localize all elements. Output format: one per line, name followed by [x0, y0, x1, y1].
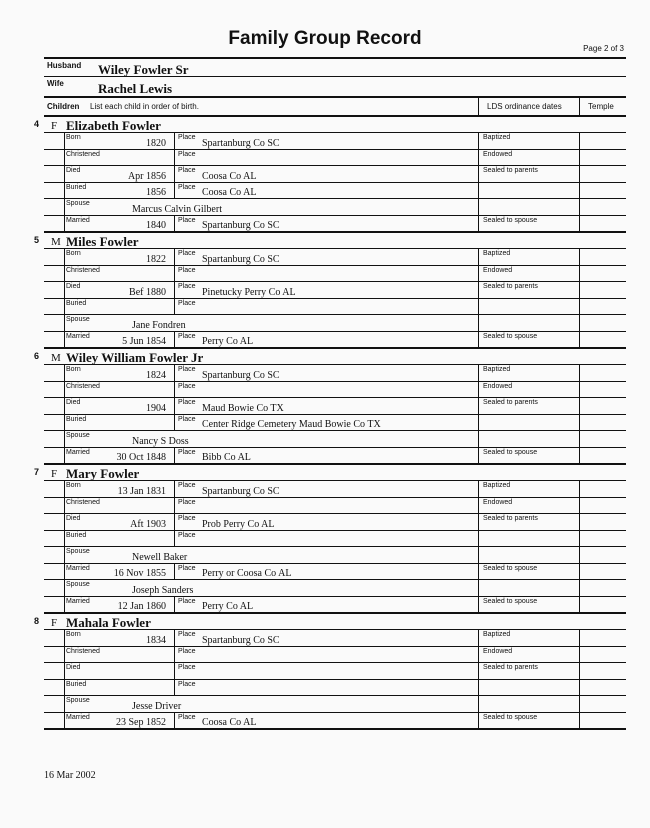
event-date: 30 Oct 1848	[116, 452, 166, 463]
child-name-row	[44, 465, 626, 481]
spouse-name: Joseph Sanders	[132, 584, 194, 596]
event-label: Spouse	[66, 432, 90, 439]
place-label: Place	[178, 134, 196, 141]
event-label: Spouse	[66, 316, 90, 323]
ordinance-label: Baptized	[483, 250, 511, 257]
event-date: 16 Nov 1855	[113, 568, 166, 579]
ordinance-label: Sealed to parents	[483, 167, 538, 174]
wife-name: Rachel Lewis	[98, 81, 173, 96]
child-gender: F	[51, 617, 58, 629]
event-row	[44, 431, 626, 448]
place-label: Place	[178, 631, 196, 638]
event-row	[44, 382, 626, 399]
wife-label: Wife	[47, 79, 64, 88]
event-row	[44, 282, 626, 299]
child-number: 8	[34, 616, 40, 626]
ordinance-label: Endowed	[483, 382, 513, 390]
place-label: Place	[178, 216, 196, 224]
event-label: Christened	[66, 498, 100, 506]
event-row	[44, 713, 626, 729]
ordinance-label: Sealed to spouse	[483, 713, 538, 721]
child-name-row	[44, 614, 626, 630]
event-date: 13 Jan 1831	[117, 485, 166, 497]
event-label: Buried	[66, 531, 87, 539]
event-place: Perry Co AL	[202, 336, 254, 347]
event-date: 12 Jan 1860	[117, 601, 166, 612]
event-place: Perry Co AL	[202, 601, 254, 612]
place-label: Place	[178, 564, 196, 572]
child-name: Wiley William Fowler Jr	[66, 350, 204, 365]
child-number: 5	[34, 235, 40, 245]
event-label: Died	[66, 515, 81, 522]
event-row	[44, 547, 626, 564]
event-row	[44, 183, 626, 200]
event-label: Married	[66, 448, 90, 456]
event-date: 1820	[146, 137, 166, 149]
event-label: Born	[66, 250, 81, 257]
event-place: Spartanburg Co SC	[202, 137, 280, 149]
wife-row	[44, 77, 626, 98]
event-label: Born	[66, 631, 81, 638]
event-date: 1904	[146, 402, 166, 414]
event-place: Bibb Co AL	[202, 452, 251, 463]
spouse-name: Jane Fondren	[132, 319, 186, 331]
child-gender: F	[51, 468, 58, 480]
event-place: Coosa Co AL	[202, 717, 257, 728]
place-label: Place	[178, 597, 196, 605]
event-date: 1856	[146, 187, 166, 198]
page-number: Page 2 of 3	[583, 44, 624, 53]
children-list	[34, 117, 626, 730]
event-label: Christened	[66, 382, 100, 390]
ordinance-label: Baptized	[483, 134, 511, 141]
ordinance-label: Endowed	[483, 266, 513, 274]
ordinance-label: Sealed to parents	[483, 283, 538, 290]
event-date: Aft 1903	[130, 518, 166, 530]
place-label: Place	[178, 167, 196, 174]
event-label: Born	[66, 134, 81, 141]
child-record	[34, 614, 626, 730]
event-date: 1822	[146, 253, 166, 265]
event-row	[44, 597, 626, 613]
child-record	[34, 117, 626, 233]
child-gender: M	[51, 236, 61, 248]
event-row	[44, 630, 626, 647]
event-label: Married	[66, 332, 90, 340]
event-place: Maud Bowie Co TX	[202, 402, 284, 414]
place-label: Place	[178, 332, 196, 340]
child-name-row	[44, 117, 626, 133]
event-label: Spouse	[66, 200, 90, 207]
spouse-name: Nancy S Doss	[132, 435, 189, 447]
place-label: Place	[178, 498, 196, 506]
event-label: Married	[66, 216, 90, 224]
children-header	[44, 98, 626, 117]
event-row	[44, 481, 626, 498]
event-place: Coosa Co AL	[202, 187, 257, 198]
event-date: 5 Jun 1854	[122, 336, 166, 347]
event-row	[44, 133, 626, 150]
event-label: Spouse	[66, 697, 90, 704]
event-place: Pinetucky Perry Co AL	[202, 286, 296, 298]
ordinance-label: Endowed	[483, 647, 513, 655]
event-row	[44, 398, 626, 415]
ordinance-label: Sealed to spouse	[483, 332, 538, 340]
event-label: Born	[66, 366, 81, 373]
event-date: Apr 1856	[127, 170, 166, 182]
event-label: Spouse	[66, 581, 90, 588]
place-label: Place	[178, 150, 196, 158]
place-label: Place	[178, 515, 196, 522]
child-record	[34, 233, 626, 349]
event-label: Died	[66, 664, 81, 671]
child-name: Mahala Fowler	[66, 615, 151, 630]
place-label: Place	[178, 680, 196, 688]
event-label: Married	[66, 564, 90, 572]
event-row	[44, 564, 626, 581]
ordinance-label: Baptized	[483, 631, 511, 638]
children-label: Children	[47, 102, 80, 111]
place-label: Place	[178, 183, 196, 191]
event-label: Christened	[66, 647, 100, 655]
event-date: Bef 1880	[129, 286, 166, 298]
event-label: Died	[66, 283, 81, 290]
event-place: Spartanburg Co SC	[202, 634, 280, 646]
event-row	[44, 580, 626, 597]
event-row	[44, 415, 626, 432]
event-row	[44, 299, 626, 316]
place-label: Place	[178, 664, 196, 671]
event-row	[44, 448, 626, 464]
event-row	[44, 332, 626, 348]
child-gender: M	[51, 352, 61, 364]
child-gender: F	[51, 120, 58, 132]
event-row	[44, 315, 626, 332]
event-place: Spartanburg Co SC	[202, 369, 280, 381]
place-label: Place	[178, 382, 196, 390]
place-label: Place	[178, 366, 196, 373]
event-label: Buried	[66, 680, 87, 688]
place-label: Place	[178, 448, 196, 456]
family-group-form	[34, 57, 626, 730]
ordinance-label: Sealed to spouse	[483, 216, 538, 224]
ordinance-label: Sealed to parents	[483, 399, 538, 406]
spouse-name: Marcus Calvin Gilbert	[132, 203, 222, 215]
event-date: 23 Sep 1852	[116, 717, 166, 728]
event-row	[44, 266, 626, 283]
ordinance-label: Sealed to spouse	[483, 448, 538, 456]
husband-label: Husband	[47, 61, 82, 70]
child-name: Elizabeth Fowler	[66, 118, 161, 133]
event-row	[44, 696, 626, 713]
event-label: Married	[66, 713, 90, 721]
child-name-row	[44, 233, 626, 249]
ordinance-label: Sealed to parents	[483, 515, 538, 522]
footer-date: 16 Mar 2002	[44, 770, 96, 781]
child-number: 7	[34, 467, 40, 477]
event-label: Died	[66, 167, 81, 174]
event-label: Buried	[66, 183, 87, 191]
ordinance-label: Sealed to parents	[483, 664, 538, 671]
place-label: Place	[178, 399, 196, 406]
lds-header: LDS ordinance dates	[487, 102, 562, 111]
ordinance-label: Sealed to spouse	[483, 597, 538, 605]
event-date: 1824	[146, 369, 166, 381]
event-date: 1834	[146, 634, 166, 646]
page-title: Family Group Record	[228, 28, 422, 49]
event-label: Buried	[66, 299, 87, 307]
event-label: Born	[66, 482, 81, 489]
event-place: Spartanburg Co SC	[202, 253, 280, 265]
children-instruction: List each child in order of birth.	[90, 102, 199, 111]
child-name-row	[44, 349, 626, 365]
event-label: Married	[66, 597, 90, 605]
husband-name: Wiley Fowler Sr	[98, 62, 189, 77]
place-label: Place	[178, 266, 196, 274]
event-place: Prob Perry Co AL	[202, 518, 275, 530]
event-label: Spouse	[66, 548, 90, 555]
ordinance-label: Endowed	[483, 498, 513, 506]
child-number: 4	[34, 119, 40, 129]
ordinance-label: Baptized	[483, 482, 511, 489]
place-label: Place	[178, 647, 196, 655]
child-record	[34, 349, 626, 465]
event-label: Christened	[66, 266, 100, 274]
event-date: 1840	[146, 220, 166, 231]
event-label: Died	[66, 399, 81, 406]
child-record	[34, 465, 626, 614]
event-place: Perry or Coosa Co AL	[202, 568, 292, 579]
event-label: Christened	[66, 150, 100, 158]
event-row	[44, 514, 626, 531]
temple-header: Temple	[588, 102, 614, 111]
event-row	[44, 150, 626, 167]
child-number: 6	[34, 351, 40, 361]
event-row	[44, 531, 626, 548]
place-label: Place	[178, 299, 196, 307]
place-label: Place	[178, 283, 196, 290]
place-label: Place	[178, 250, 196, 257]
place-label: Place	[178, 482, 196, 489]
event-place: Center Ridge Cemetery Maud Bowie Co TX	[202, 419, 381, 430]
ordinance-label: Baptized	[483, 366, 511, 373]
event-row	[44, 249, 626, 266]
event-place: Coosa Co AL	[202, 170, 257, 182]
event-place: Spartanburg Co SC	[202, 220, 280, 231]
place-label: Place	[178, 415, 196, 423]
event-row	[44, 498, 626, 515]
husband-row	[44, 59, 626, 77]
event-row	[44, 166, 626, 183]
event-row	[44, 216, 626, 232]
child-name: Miles Fowler	[66, 234, 139, 249]
event-row	[44, 199, 626, 216]
event-row	[44, 365, 626, 382]
spouse-name: Jesse Driver	[132, 700, 182, 712]
event-row	[44, 647, 626, 664]
event-place: Spartanburg Co SC	[202, 485, 280, 497]
ordinance-label: Endowed	[483, 150, 513, 158]
ordinance-label: Sealed to spouse	[483, 564, 538, 572]
event-row	[44, 680, 626, 697]
event-label: Buried	[66, 415, 87, 423]
place-label: Place	[178, 713, 196, 721]
event-row	[44, 663, 626, 680]
spouse-name: Newell Baker	[132, 551, 188, 563]
child-name: Mary Fowler	[66, 466, 140, 481]
place-label: Place	[178, 531, 196, 539]
